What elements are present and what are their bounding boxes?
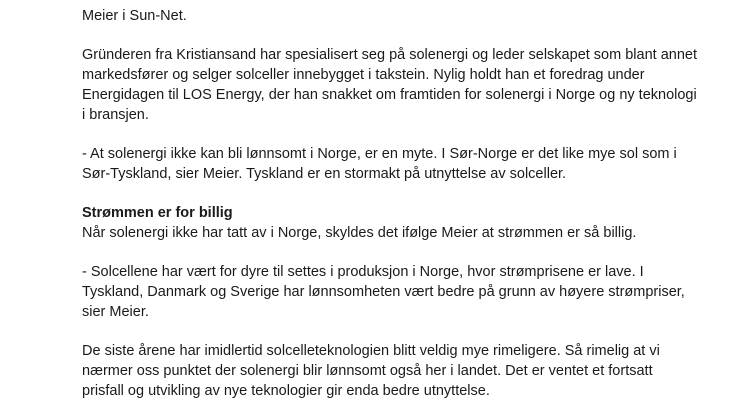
text-line: Når solenergi ikke har tatt av i Norge, skyldes det ifølge Meier at strømmen er så billig. bbox=[82, 225, 637, 241]
section-cheap-power bbox=[82, 203, 697, 243]
text-line: De siste årene har imidlertid solcelleteknologien blitt veldig mye rimeligere. Så rimelig at vi bbox=[82, 343, 660, 359]
text-line: - Solcellene har vært for dyre til settes i produksjon i Norge, hvor strømprisene er lave. I bbox=[82, 264, 644, 280]
paragraph-technology-cost bbox=[82, 341, 697, 401]
text-line: Energidagen til LOS Energy, der han snakket om framtiden for solenergi i Norge og ny teknologi bbox=[82, 87, 697, 103]
text-line: nærmer oss punktet der solenergi blir lønnsomt også her i landet. Det er ventet et fortsatt bbox=[82, 363, 653, 379]
paragraph-price-quote bbox=[82, 262, 697, 322]
section-heading: Strømmen er for billig bbox=[82, 205, 233, 221]
text-line: Gründeren fra Kristiansand har spesialisert seg på solenergi og leder selskapet som blant annet bbox=[82, 47, 697, 63]
text-line: prisfall og utvikling av nye teknologier gir enda bedre utnyttelse. bbox=[82, 383, 490, 399]
text-line: sier Meier. bbox=[82, 304, 149, 320]
paragraph-founder bbox=[82, 45, 697, 125]
paragraph-myth-quote bbox=[82, 144, 697, 184]
text-line: Tyskland, Danmark og Sverige har lønnsomheten vært bedre på grunn av høyere strømpriser, bbox=[82, 284, 685, 300]
text-line: Sør-Tyskland, sier Meier. Tyskland er en stormakt på utnyttelse av solceller. bbox=[82, 166, 567, 182]
text-line: - At solenergi ikke kan bli lønnsomt i Norge, er en myte. I Sør-Norge er det like mye sol som i bbox=[82, 146, 677, 162]
text-line: i bransjen. bbox=[82, 107, 149, 123]
intro-paragraph: Meier i Sun-Net. bbox=[82, 8, 187, 24]
text-line: markedsfører og selger solceller innebygget i takstein. Nylig holdt han et foredrag under bbox=[82, 67, 645, 83]
